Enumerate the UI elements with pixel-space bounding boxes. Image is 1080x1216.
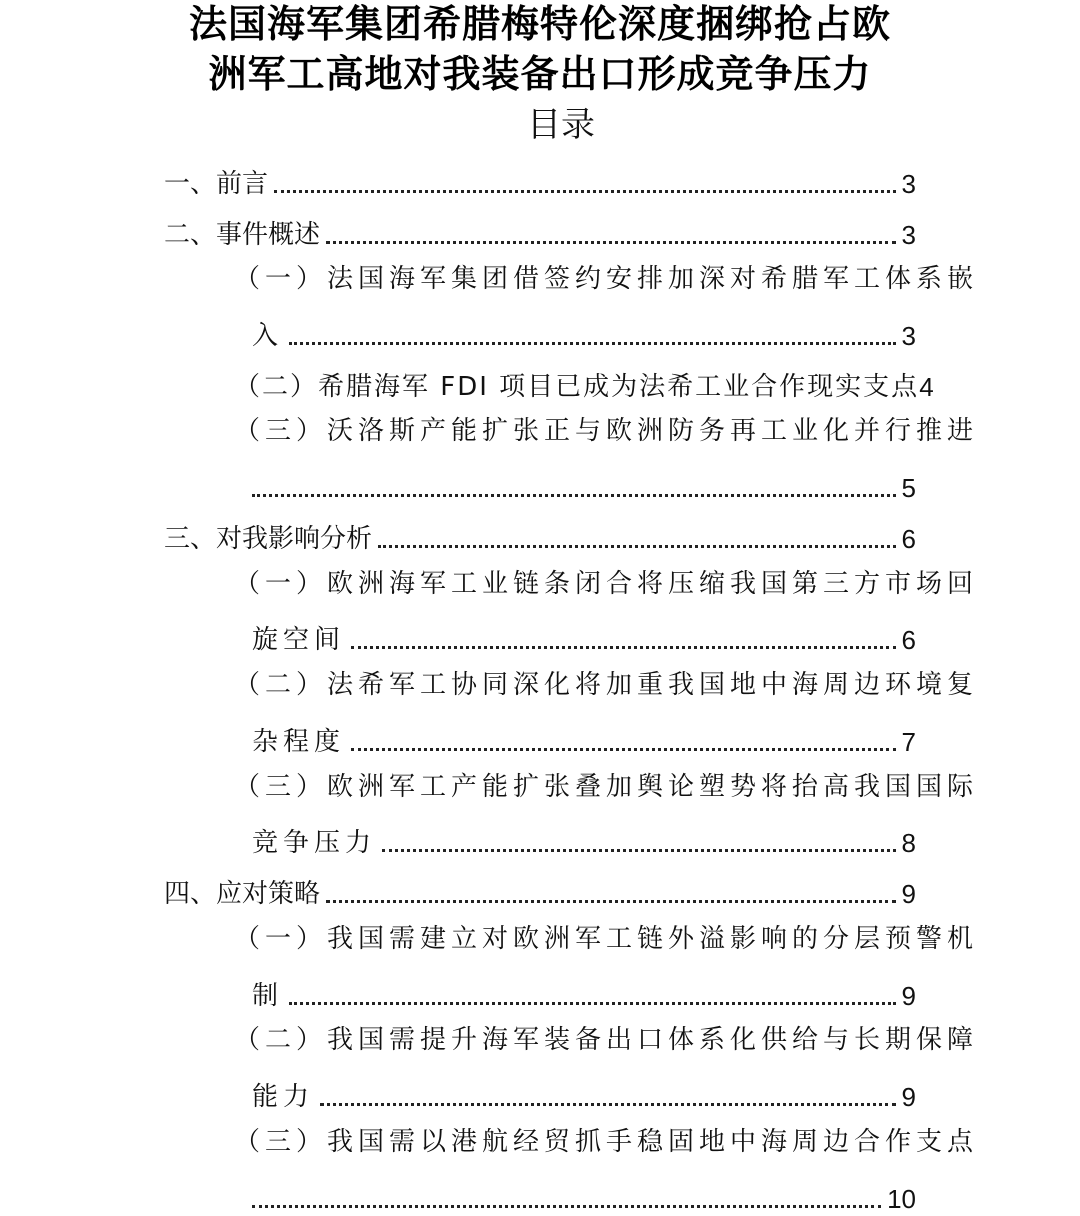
toc-entry-4-2[interactable]: [252, 1074, 916, 1114]
toc-entry-preface[interactable]: [164, 161, 916, 201]
document-title-line-1: 法国海军集团希腊梅特伦深度捆绑抢占欧: [188, 1, 891, 46]
toc-entry-3-3-line1[interactable]: （三）欧洲军工产能扩张叠加舆论塑势将抬高我国国际: [234, 772, 979, 802]
toc-page-number: 3: [901, 169, 916, 199]
toc-entry-2-1-line1[interactable]: （一）法国海军集团借签约安排加深对希腊军工体系嵌: [234, 264, 979, 294]
toc-dot-leader: [326, 900, 896, 903]
toc-entry-4-2-line1[interactable]: （二）我国需提升海军装备出口体系化供给与长期保障: [234, 1025, 979, 1055]
toc-page-number: 3: [901, 220, 916, 250]
toc-page-number: 9: [901, 1082, 916, 1112]
toc-page-number: 9: [901, 879, 916, 909]
toc-entry-label: 入: [252, 321, 284, 351]
toc-page-number: 4: [919, 372, 934, 402]
toc-entry-3-1-line1[interactable]: （一）欧洲海军工业链条闭合将压缩我国第三方市场回: [234, 569, 979, 599]
toc-page-number: 10: [887, 1184, 916, 1214]
toc-entry-4-1[interactable]: [252, 973, 916, 1013]
toc-dot-leader: [378, 545, 896, 548]
toc-entry-2-1[interactable]: [252, 313, 916, 353]
toc-entry-3-3[interactable]: [252, 820, 916, 860]
toc-dot-leader: [326, 241, 896, 244]
toc-page-number: 6: [901, 524, 916, 554]
toc-entry-label: 四、应对策略: [164, 879, 321, 909]
toc-entry-4-3-line1[interactable]: （三）我国需以港航经贸抓手稳固地中海周边合作支点: [234, 1127, 979, 1157]
toc-entry-label: 制: [252, 981, 284, 1011]
toc-dot-leader: [351, 748, 896, 751]
document-title-line-2: 洲军工高地对我装备出口形成竞争压力: [208, 51, 872, 96]
toc-entry-label: 杂程度: [252, 727, 346, 757]
toc-entry-label: 旋空间: [252, 625, 346, 655]
toc-entry-3-2-line1[interactable]: （二）法希军工协同深化将加重我国地中海周边环境复: [234, 670, 979, 700]
toc-entry-2-2[interactable]: [234, 364, 934, 404]
toc-entry-label: 一、前言: [164, 169, 269, 199]
toc-entry-4-1-line1[interactable]: （一）我国需建立对欧洲军工链外溢影响的分层预警机: [234, 924, 979, 954]
toc-entry-label: 三、对我影响分析: [164, 524, 373, 554]
toc-entry-2-3-line1[interactable]: （三）沃洛斯产能扩张正与欧洲防务再工业化并行推进: [234, 416, 979, 446]
toc-dot-leader: [289, 1002, 896, 1005]
toc-entry-3-1[interactable]: [252, 617, 916, 657]
toc-dot-leader: [320, 1103, 896, 1106]
toc-page-number: 8: [901, 828, 916, 858]
toc-entry-2-3[interactable]: [252, 465, 916, 505]
toc-dot-leader: [252, 1205, 881, 1208]
toc-page-number: 6: [901, 625, 916, 655]
toc-dot-leader: [274, 190, 896, 193]
toc-entry-label: 竞争压力: [252, 828, 377, 858]
toc-entry-4-3[interactable]: [252, 1176, 916, 1216]
toc-page-number: 5: [901, 473, 916, 503]
toc-dot-leader: [351, 646, 896, 649]
toc-dot-leader: [382, 849, 896, 852]
toc-entry-3-2[interactable]: [252, 719, 916, 759]
toc-entry-countermeasures[interactable]: [164, 871, 916, 911]
toc-dot-leader: [289, 342, 896, 345]
toc-entry-impact-analysis[interactable]: [164, 516, 916, 556]
toc-page-number: 7: [901, 727, 916, 757]
toc-entry-label: 能力: [252, 1082, 315, 1112]
toc-entry-label: 二、事件概述: [164, 220, 321, 250]
toc-entry-label: （二）希腊海军 FDI 项目已成为法希工业合作现实支点: [234, 372, 920, 402]
toc-dot-leader: [252, 494, 896, 497]
toc-heading: 目录: [527, 105, 595, 145]
toc-entry-event-overview[interactable]: [164, 212, 916, 252]
toc-page-number: 9: [901, 981, 916, 1011]
toc-page-number: 3: [901, 321, 916, 351]
